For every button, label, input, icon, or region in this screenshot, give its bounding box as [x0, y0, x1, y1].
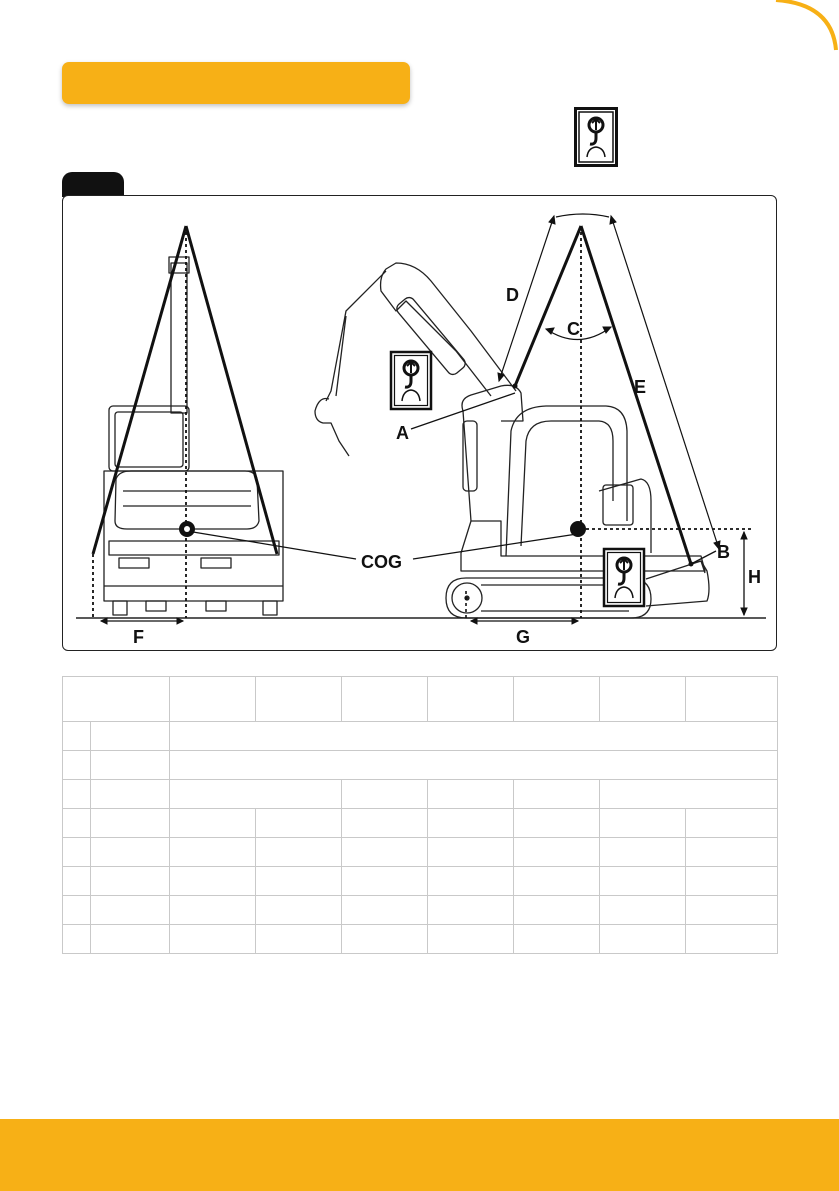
table-cell — [91, 780, 170, 809]
table-cell — [686, 925, 778, 954]
table-cell — [342, 677, 428, 722]
table-row — [63, 896, 778, 925]
table-cell — [170, 838, 256, 867]
table-cell — [428, 780, 514, 809]
table-row — [63, 838, 778, 867]
top-corner-curve — [0, 0, 839, 60]
label-h: H — [748, 567, 761, 587]
table-cell — [342, 896, 428, 925]
table-cell — [256, 677, 342, 722]
table-cell — [256, 867, 342, 896]
table-cell — [63, 677, 170, 722]
table-cell — [514, 867, 600, 896]
table-cell — [170, 896, 256, 925]
table-cell — [63, 722, 91, 751]
figure-tab — [62, 172, 124, 197]
table-cell — [428, 677, 514, 722]
table-cell — [63, 751, 91, 780]
label-g: G — [516, 627, 531, 647]
table-cell — [170, 751, 778, 780]
table-cell — [428, 896, 514, 925]
section-heading-banner — [62, 62, 410, 104]
table-cell — [686, 896, 778, 925]
table-cell — [91, 896, 170, 925]
label-b: B — [717, 542, 730, 562]
lifting-diagram-drawing — [63, 196, 777, 651]
table-cell — [342, 925, 428, 954]
label-c: C — [567, 319, 580, 339]
table-cell — [600, 677, 686, 722]
table-cell — [514, 780, 600, 809]
table-cell — [256, 838, 342, 867]
lifting-hook-icon — [604, 549, 644, 606]
table-row — [63, 867, 778, 896]
table-cell — [342, 809, 428, 838]
table-cell — [91, 809, 170, 838]
table-cell — [91, 751, 170, 780]
table-cell — [600, 838, 686, 867]
table-row — [63, 809, 778, 838]
lifting-diagram — [62, 195, 777, 651]
footer-bar — [0, 1119, 839, 1191]
table-cell — [256, 809, 342, 838]
table-cell — [342, 780, 428, 809]
label-cog: COG — [361, 552, 403, 572]
label-d: D — [506, 285, 519, 305]
table-cell — [686, 809, 778, 838]
lifting-hook-icon — [574, 107, 618, 167]
machine-front-view — [104, 257, 283, 615]
table-cell — [170, 780, 342, 809]
table-row — [63, 751, 778, 780]
table-cell — [428, 925, 514, 954]
table-cell — [256, 896, 342, 925]
table-cell — [428, 809, 514, 838]
table-cell — [91, 867, 170, 896]
table-cell — [342, 838, 428, 867]
table-row — [63, 722, 778, 751]
label-a: A — [396, 423, 409, 443]
table-cell — [170, 722, 778, 751]
table-cell — [514, 925, 600, 954]
table-cell — [514, 896, 600, 925]
table-cell — [170, 677, 256, 722]
table-header-row — [63, 677, 778, 722]
table-cell — [600, 780, 778, 809]
table-cell — [686, 677, 778, 722]
table-cell — [342, 867, 428, 896]
table-cell — [600, 809, 686, 838]
table-cell — [600, 867, 686, 896]
lifting-spec-table — [62, 676, 778, 954]
table-cell — [600, 896, 686, 925]
table-cell — [91, 722, 170, 751]
table-cell — [514, 809, 600, 838]
table-cell — [170, 925, 256, 954]
table-cell — [91, 838, 170, 867]
table-cell — [170, 867, 256, 896]
table-cell — [63, 896, 91, 925]
table-cell — [686, 838, 778, 867]
table-row — [63, 925, 778, 954]
table-cell — [514, 677, 600, 722]
table-cell — [428, 838, 514, 867]
table-cell — [514, 838, 600, 867]
table-cell — [63, 780, 91, 809]
table-row — [63, 780, 778, 809]
label-f: F — [133, 627, 144, 647]
lifting-hook-icon — [391, 352, 431, 409]
table-cell — [256, 925, 342, 954]
table-cell — [63, 838, 91, 867]
table-cell — [686, 867, 778, 896]
table-cell — [170, 809, 256, 838]
table-cell — [63, 925, 91, 954]
table-cell — [63, 867, 91, 896]
label-e: E — [634, 377, 647, 397]
table-cell — [91, 925, 170, 954]
table-cell — [428, 867, 514, 896]
table-cell — [63, 809, 91, 838]
table-cell — [600, 925, 686, 954]
